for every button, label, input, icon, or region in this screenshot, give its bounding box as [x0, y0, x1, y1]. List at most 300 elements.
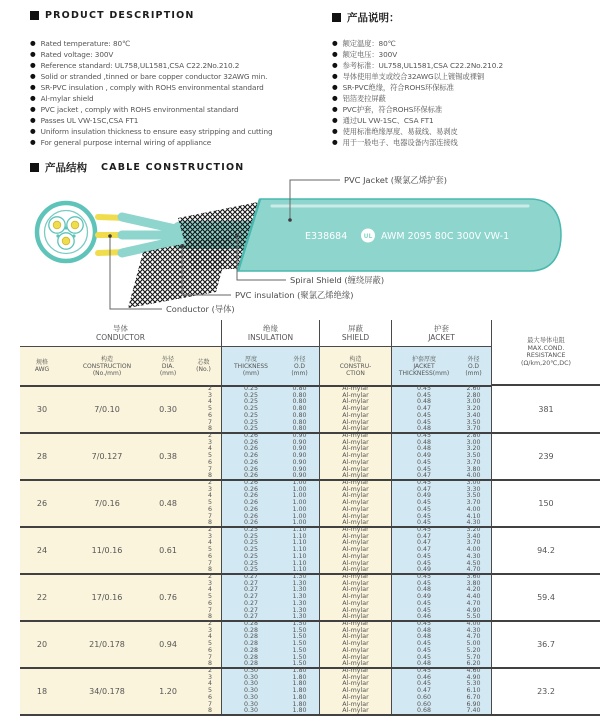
cores-cell-value: 5 [207, 452, 212, 460]
ins-thickness-cell [222, 669, 280, 714]
ins-od-cell-value: 1.80 [292, 700, 307, 708]
jacket-od-cell-value: 4.70 [466, 633, 481, 641]
cores-cell-value: 2 [207, 526, 212, 534]
ins-thickness-cell-value: 0.25 [243, 411, 259, 419]
product-description-list [30, 38, 320, 148]
ins-thickness-cell-value: 0.28 [243, 646, 259, 654]
resistance-cell: 59.4 [492, 575, 600, 620]
construction-cell: 7/0.127 [64, 434, 150, 479]
jacket-od-cell [456, 528, 492, 573]
shield-cell-value: Al-mylar [342, 519, 369, 527]
awg-cell: 24 [20, 528, 64, 573]
pvc-insulation-label: PVC insulation (聚氯乙烯绝缘) [235, 290, 354, 300]
awg-cell: 18 [20, 669, 64, 714]
ins-thickness-cell-value: 0.25 [243, 559, 259, 567]
bullet-text: PVC护套，符合ROHS环保标准 [342, 105, 443, 114]
jacket-print-left: E338684 [305, 231, 348, 242]
bullet-item [332, 104, 592, 115]
resistance-col-header: 最大导体电阻 MAX.COND. RESISTANCE (Ω/km,20℃,DC) [492, 320, 600, 386]
ins-od-col-header: 外径 O.D (mm) [280, 347, 320, 385]
cores-col-header: 芯数 (No.) [186, 347, 222, 385]
circle-bullet-icon: ● [332, 83, 338, 91]
cores-cell-value: 3 [207, 626, 212, 634]
bullet-text: 用于一般电子、电器设备内部连接线 [342, 138, 458, 147]
cores-cell-value: 2 [207, 479, 212, 487]
ins-od-cell-value: 1.50 [292, 653, 307, 661]
cores-cell-value: 6 [207, 552, 212, 560]
jacket-od-col-header: 外径 O.D (mm) [456, 347, 492, 385]
table-row-awg-22 [20, 575, 600, 622]
dia-cell: 0.38 [150, 434, 186, 479]
shield-cell-value: Al-mylar [342, 418, 369, 426]
ins-od-cell-value: 1.00 [292, 519, 307, 527]
jacket-od-cell-value: 4.10 [466, 512, 481, 520]
ins-thickness-cell-value: 0.28 [243, 653, 259, 661]
dia-cell: 0.76 [150, 575, 186, 620]
jacket-od-cell [456, 622, 492, 667]
awg-cell: 20 [20, 622, 64, 667]
bullet-text: 导体使用单支或绞合32AWG以上镀锡或裸铜 [342, 72, 484, 81]
ins-thickness-cell-value: 0.28 [243, 640, 259, 648]
ins-od-cell-value: 0.80 [292, 425, 307, 433]
construction-cell: 21/0.178 [64, 622, 150, 667]
dia-cell: 0.48 [150, 481, 186, 526]
circle-bullet-icon: ● [332, 72, 338, 80]
cores-cell-value: 7 [207, 465, 212, 473]
jacket-thickness-cell-value: 0.45 [416, 573, 432, 581]
shield-cell-value: Al-mylar [342, 707, 369, 715]
ins-thickness-cell-value: 0.25 [243, 418, 259, 426]
cores-cell [186, 622, 222, 667]
shield-cell-value: Al-mylar [342, 452, 369, 460]
bullet-item [30, 93, 320, 104]
ins-thickness-cell-value: 0.27 [243, 599, 259, 607]
jacket-od-cell-value: 6.10 [466, 687, 481, 695]
bullet-item [30, 104, 320, 115]
jacket-od-cell-value: 3.00 [466, 479, 481, 487]
resistance-cell: 239 [492, 434, 600, 479]
bullet-item [332, 126, 592, 137]
jacket-od-cell-value: 2.80 [466, 391, 481, 399]
jacket-thickness-cell-value: 0.47 [416, 485, 432, 493]
jacket-od-cell-value: 2.80 [466, 432, 481, 440]
shield-cell [320, 575, 392, 620]
cores-cell-value: 3 [207, 485, 212, 493]
cores-cell-value: 5 [207, 687, 212, 695]
shield-group-cn: 屏蔽 [348, 324, 363, 333]
ins-od-cell-value: 1.30 [292, 599, 307, 607]
jacket-od-cell-value: 5.20 [466, 646, 481, 654]
jacket-thickness-cell-value: 0.48 [416, 398, 432, 406]
bullet-item [30, 126, 320, 137]
cable-construction-title-en: CABLE CONSTRUCTION [101, 162, 245, 173]
cores-cell-value: 7 [207, 512, 212, 520]
cores-cell-value: 6 [207, 458, 212, 466]
cores-cell-value: 3 [207, 673, 212, 681]
bullet-text: PVC jacket , comply with ROHS environmental standard [40, 105, 239, 114]
bullet-text: 通过UL VW-1SC、CSA FT1 [342, 116, 434, 125]
shield-cell-value: Al-mylar [342, 660, 369, 668]
ins-thickness-cell-value: 0.30 [243, 680, 259, 688]
ins-thickness-cell-value: 0.27 [243, 593, 259, 601]
circle-bullet-icon: ● [332, 39, 338, 47]
ins-od-cell-value: 1.10 [292, 559, 307, 567]
ins-thickness-cell-value: 0.26 [243, 465, 259, 473]
cores-cell-value: 8 [207, 660, 212, 668]
ins-thickness-cell-value: 0.26 [243, 458, 259, 466]
ins-od-cell-value: 1.30 [292, 606, 307, 614]
jacket-thickness-cell-value: 0.45 [416, 432, 432, 440]
cores-cell-value: 8 [207, 613, 212, 621]
conductor-group-header [20, 320, 222, 346]
ins-od-cell [280, 528, 320, 573]
jacket-thickness-cell-value: 0.49 [416, 593, 432, 601]
jacket-od-cell-value: 5.70 [466, 653, 481, 661]
circle-bullet-icon: ● [30, 138, 36, 146]
table-row-awg-30 [20, 387, 600, 434]
bullet-text: 使用标准绝缘厚度、易裁线、易剥皮 [342, 127, 458, 136]
ins-thickness-cell-value: 0.25 [243, 539, 259, 547]
jacket-thickness-cell-value: 0.47 [416, 546, 432, 554]
jacket-group-header [392, 320, 492, 346]
ins-thickness-cell-value: 0.27 [243, 613, 259, 621]
spec-table-header [20, 320, 600, 387]
shield-cell-value: Al-mylar [342, 573, 369, 581]
cores-cell-value: 4 [207, 586, 212, 594]
circle-bullet-icon: ● [30, 83, 36, 91]
bullet-text: SR-PVC绝缘，符合ROHS环保标准 [342, 83, 454, 92]
ins-thickness-cell-value: 0.28 [243, 626, 259, 634]
ins-od-cell-value: 1.00 [292, 492, 307, 500]
ins-thickness-cell-value: 0.30 [243, 687, 259, 695]
ins-thickness-cell-value: 0.26 [243, 499, 259, 507]
ins-od-cell [280, 481, 320, 526]
ins-thickness-cell-value: 0.26 [243, 432, 259, 440]
ins-thickness-cell-value: 0.25 [243, 566, 259, 574]
construction-cell: 7/0.16 [64, 481, 150, 526]
bullet-item [332, 93, 592, 104]
ins-thickness-cell-value: 0.25 [243, 405, 259, 413]
jacket-od-cell-value: 4.30 [466, 519, 481, 527]
bullet-text: 额定温度：80℃ [342, 39, 396, 48]
ins-od-cell-value: 1.10 [292, 532, 307, 540]
ins-od-cell-value: 1.00 [292, 512, 307, 520]
cores-cell-value: 8 [207, 519, 212, 527]
ins-thickness-col-header: 厚度 THICKNESS (mm) [222, 347, 280, 385]
shield-construction-col-header: 构造 CONSTRU- CTION [320, 347, 392, 385]
jacket-od-cell-value: 3.60 [466, 573, 481, 581]
shield-cell [320, 387, 392, 432]
ins-od-cell-value: 1.50 [292, 626, 307, 634]
ins-thickness-cell-value: 0.27 [243, 579, 259, 587]
jacket-thickness-cell-value: 0.68 [416, 707, 432, 715]
cores-cell-value: 4 [207, 398, 212, 406]
shield-group-header [320, 320, 392, 346]
cores-cell-value: 8 [207, 566, 212, 574]
ins-thickness-cell-value: 0.25 [243, 546, 259, 554]
cores-cell-value: 2 [207, 432, 212, 440]
shield-cell-value: Al-mylar [342, 425, 369, 433]
jacket-od-cell-value: 3.70 [466, 425, 481, 433]
jacket-od-cell-value: 6.90 [466, 700, 481, 708]
jacket-thickness-cell-value: 0.45 [416, 499, 432, 507]
table-row-awg-28 [20, 434, 600, 481]
cores-cell-value: 3 [207, 438, 212, 446]
ins-thickness-cell-value: 0.26 [243, 512, 259, 520]
ins-thickness-cell-value: 0.25 [243, 532, 259, 540]
ins-thickness-cell-value: 0.30 [243, 693, 259, 701]
ins-od-cell-value: 1.00 [292, 485, 307, 493]
bullet-item [30, 115, 320, 126]
cores-cell [186, 481, 222, 526]
ins-od-cell-value: 1.10 [292, 526, 307, 534]
shield-cell-value: Al-mylar [342, 526, 369, 534]
shield-cell [320, 528, 392, 573]
shield-cell-value: Al-mylar [342, 479, 369, 487]
ins-od-cell [280, 575, 320, 620]
ins-od-cell-value: 0.90 [292, 432, 307, 440]
bullet-text: 参考标准：UL758,UL1581,CSA C22.2No.210.2 [342, 61, 504, 70]
bullet-item [30, 82, 320, 93]
table-row-awg-18 [20, 669, 600, 716]
cores-cell-value: 8 [207, 472, 212, 480]
resistance-cell: 36.7 [492, 622, 600, 667]
awg-cell: 30 [20, 387, 64, 432]
circle-bullet-icon: ● [30, 94, 36, 102]
ins-od-cell [280, 387, 320, 432]
jacket-thickness-cell-value: 0.49 [416, 452, 432, 460]
ins-od-cell-value: 0.80 [292, 405, 307, 413]
ins-thickness-cell-value: 0.26 [243, 492, 259, 500]
bullet-item [30, 71, 320, 82]
dia-cell: 0.61 [150, 528, 186, 573]
jacket-od-cell-value: 4.00 [466, 472, 481, 480]
cores-cell-value: 6 [207, 646, 212, 654]
cores-cell-value: 5 [207, 499, 212, 507]
shield-cell-value: Al-mylar [342, 579, 369, 587]
ins-od-cell-value: 1.30 [292, 579, 307, 587]
shield-cell-value: Al-mylar [342, 700, 369, 708]
bullet-text: 额定电压：300V [342, 50, 398, 59]
ins-od-cell-value: 0.80 [292, 398, 307, 406]
jacket-od-cell-value: 3.40 [466, 411, 481, 419]
jacket-od-cell-value: 3.80 [466, 465, 481, 473]
jacket-od-cell-value: 4.30 [466, 552, 481, 560]
ins-thickness-cell-value: 0.26 [243, 452, 259, 460]
shield-cell-value: Al-mylar [342, 693, 369, 701]
cores-cell-value: 2 [207, 573, 212, 581]
jacket-thickness-cell-value: 0.48 [416, 586, 432, 594]
shield-cell-value: Al-mylar [342, 559, 369, 567]
cores-cell-value: 5 [207, 593, 212, 601]
jacket-thickness-cell-value: 0.47 [416, 539, 432, 547]
cores-cell [186, 575, 222, 620]
ins-thickness-cell-value: 0.26 [243, 438, 259, 446]
jacket-print-right: AWM 2095 80C 300V VW-1 [381, 231, 510, 242]
cores-cell-value: 2 [207, 385, 212, 393]
jacket-thickness-cell [392, 387, 456, 432]
shield-cell-value: Al-mylar [342, 398, 369, 406]
resistance-cell: 94.2 [492, 528, 600, 573]
awg-cell: 22 [20, 575, 64, 620]
ins-od-cell-value: 0.90 [292, 458, 307, 466]
circle-bullet-icon: ● [30, 50, 36, 58]
shield-cell-value: Al-mylar [342, 485, 369, 493]
jacket-thickness-cell-value: 0.47 [416, 405, 432, 413]
bullet-text: Uniform insulation thickness to ensure easy stripping and cutting [40, 127, 273, 136]
shield-cell [320, 481, 392, 526]
jacket-od-cell-value: 3.20 [466, 445, 481, 453]
shield-cell-value: Al-mylar [342, 492, 369, 500]
construction-cell: 7/0.10 [64, 387, 150, 432]
shield-cell-value: Al-mylar [342, 532, 369, 540]
bullet-text: Rated temperature: 80℃ [40, 39, 131, 48]
construction-col-header: 构造 CONSTRUCTION (No./mm) [64, 347, 150, 385]
jacket-thickness-cell-value: 0.45 [416, 418, 432, 426]
ins-od-cell-value: 1.30 [292, 586, 307, 594]
jacket-thickness-cell-value: 0.45 [416, 465, 432, 473]
insulation-group-en: INSULATION [247, 333, 294, 342]
jacket-od-cell-value: 4.70 [466, 566, 481, 574]
ins-od-cell-value: 1.10 [292, 566, 307, 574]
awg-col-header: 规格 AWG [20, 347, 64, 385]
insulation-group-header [222, 320, 320, 346]
jacket-thickness-cell-value: 0.45 [416, 385, 432, 393]
cores-cell-value: 6 [207, 505, 212, 513]
jacket-group-en: JACKET [428, 333, 455, 342]
jacket-od-cell-value: 3.00 [466, 398, 481, 406]
cores-cell-value: 6 [207, 599, 212, 607]
circle-bullet-icon: ● [30, 127, 36, 135]
shield-cell-value: Al-mylar [342, 546, 369, 554]
jacket-thickness-cell [392, 669, 456, 714]
circle-bullet-icon: ● [332, 127, 338, 135]
ins-thickness-cell-value: 0.30 [243, 673, 259, 681]
table-row-awg-26 [20, 481, 600, 528]
jacket-thickness-cell-value: 0.45 [416, 391, 432, 399]
jacket-thickness-cell-value: 0.48 [416, 660, 432, 668]
shield-cell-value: Al-mylar [342, 465, 369, 473]
jacket-thickness-cell-value: 0.45 [416, 552, 432, 560]
shield-cell-value: Al-mylar [342, 640, 369, 648]
ins-od-cell-value: 0.80 [292, 391, 307, 399]
ins-od-cell-value: 1.80 [292, 680, 307, 688]
shield-cell-value: Al-mylar [342, 606, 369, 614]
jacket-thickness-cell-value: 0.48 [416, 425, 432, 433]
bullet-item [332, 115, 592, 126]
pvc-jacket-icon [238, 199, 561, 271]
shield-cell [320, 434, 392, 479]
conductor-label: Conductor (导体) [166, 304, 235, 314]
shield-cell-value: Al-mylar [342, 505, 369, 513]
shield-cell-value: Al-mylar [342, 458, 369, 466]
jacket-od-cell-value: 6.70 [466, 693, 481, 701]
jacket-thickness-cell-value: 0.45 [416, 606, 432, 614]
cores-cell-value: 4 [207, 633, 212, 641]
cable-cross-section-icon [37, 203, 95, 261]
ins-thickness-cell [222, 575, 280, 620]
cores-cell-value: 6 [207, 411, 212, 419]
jacket-thickness-cell [392, 434, 456, 479]
ins-thickness-cell [222, 434, 280, 479]
circle-bullet-icon: ● [30, 72, 36, 80]
jacket-od-cell-value: 5.30 [466, 680, 481, 688]
jacket-od-cell-value: 3.30 [466, 485, 481, 493]
shield-cell-value: Al-mylar [342, 472, 369, 480]
jacket-thickness-cell-value: 0.48 [416, 626, 432, 634]
jacket-od-cell-value: 2.60 [466, 385, 481, 393]
bullet-text: Reference standard: UL758,UL1581,CSA C22.2No.210.2 [40, 61, 240, 70]
circle-bullet-icon: ● [30, 116, 36, 124]
ins-od-cell-value: 0.90 [292, 472, 307, 480]
conductor-group-cn: 导体 [113, 324, 128, 333]
shield-cell-value: Al-mylar [342, 445, 369, 453]
bullet-item [332, 137, 592, 148]
cores-cell-value: 5 [207, 640, 212, 648]
jacket-thickness-cell-value: 0.60 [416, 693, 432, 701]
bullet-item [30, 49, 320, 60]
awg-cell: 26 [20, 481, 64, 526]
cores-cell-value: 4 [207, 445, 212, 453]
shield-cell-value: Al-mylar [342, 438, 369, 446]
ins-od-cell-value: 0.90 [292, 438, 307, 446]
shield-cell-value: Al-mylar [342, 653, 369, 661]
ins-od-cell-value: 1.00 [292, 499, 307, 507]
ins-od-cell-value: 1.10 [292, 546, 307, 554]
jacket-thickness-cell-value: 0.49 [416, 566, 432, 574]
bullet-text: Al-mylar shield [40, 94, 94, 103]
jacket-thickness-cell-value: 0.47 [416, 532, 432, 540]
pvc-jacket-label: PVC Jacket (聚氯乙烯护套) [344, 175, 447, 185]
square-bullet-icon [332, 13, 341, 22]
bullet-text: Passes UL VW-1SC,CSA FT1 [40, 116, 139, 125]
table-row-awg-20 [20, 622, 600, 669]
ins-od-cell-value: 0.80 [292, 418, 307, 426]
jacket-thickness-cell-value: 0.45 [416, 579, 432, 587]
ins-thickness-cell-value: 0.28 [243, 620, 259, 628]
shield-cell-value: Al-mylar [342, 539, 369, 547]
ins-od-cell-value: 1.00 [292, 479, 307, 487]
shield-cell-value: Al-mylar [342, 673, 369, 681]
spec-table-body [20, 387, 600, 716]
ins-od-cell-value: 0.90 [292, 465, 307, 473]
cores-cell [186, 387, 222, 432]
construction-cell: 17/0.16 [64, 575, 150, 620]
shield-cell-value: Al-mylar [342, 385, 369, 393]
ins-od-cell-value: 1.30 [292, 613, 307, 621]
jacket-od-cell-value: 3.20 [466, 405, 481, 413]
jacket-od-cell [456, 669, 492, 714]
cores-cell-value: 3 [207, 579, 212, 587]
cores-cell-value: 2 [207, 667, 212, 675]
shield-group-en: SHIELD [341, 333, 370, 342]
circle-bullet-icon: ● [30, 61, 36, 69]
cores-cell-value: 2 [207, 620, 212, 628]
cores-cell-value: 5 [207, 546, 212, 554]
ins-thickness-cell-value: 0.25 [243, 526, 259, 534]
product-description-cn-title [332, 10, 400, 25]
ins-thickness-cell-value: 0.26 [243, 472, 259, 480]
ins-od-cell-value: 1.30 [292, 593, 307, 601]
cores-cell-value: 4 [207, 680, 212, 688]
jacket-od-cell-value: 4.20 [466, 586, 481, 594]
cores-cell-value: 3 [207, 532, 212, 540]
circle-bullet-icon: ● [332, 61, 338, 69]
jacket-od-cell [456, 575, 492, 620]
product-description-cn-list [332, 38, 592, 148]
shield-cell-value: Al-mylar [342, 411, 369, 419]
ins-thickness-cell-value: 0.28 [243, 660, 259, 668]
